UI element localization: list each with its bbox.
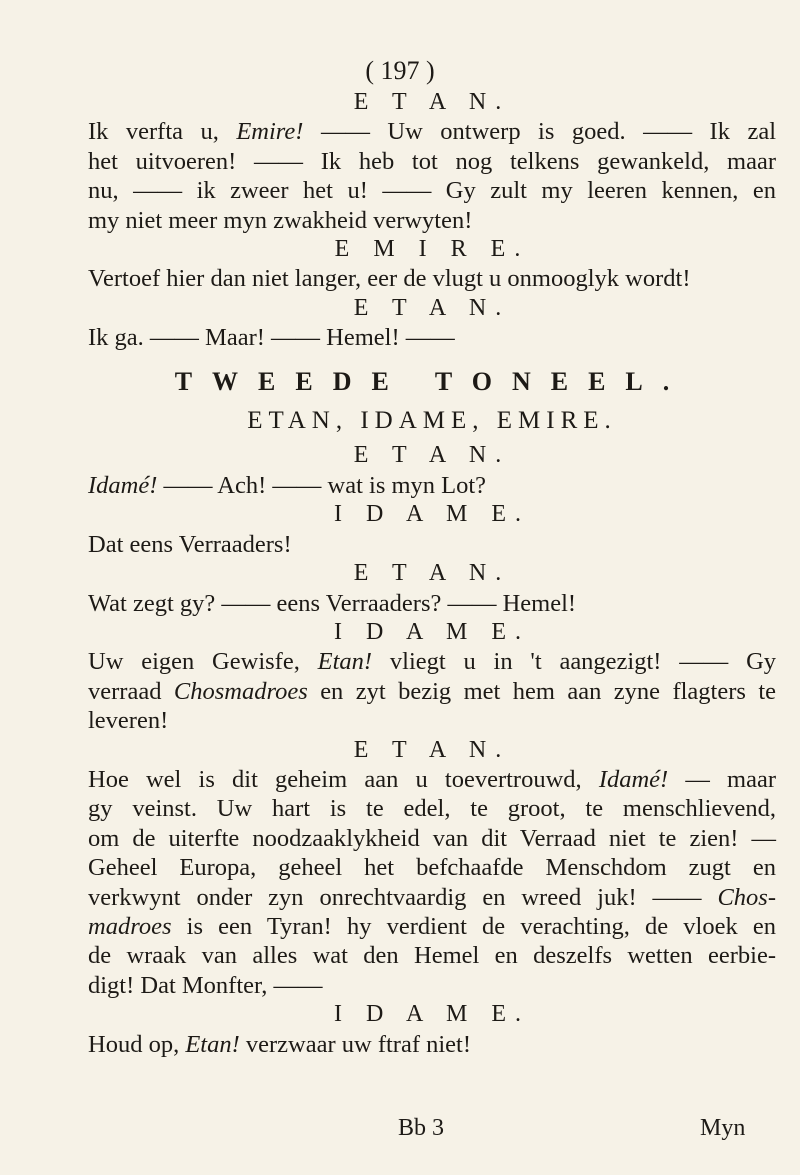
speaker-etan: E T A N. <box>353 560 511 587</box>
speaker-idame: I D A M E. <box>333 618 530 645</box>
speech-etan-1: Ik verfta u, Emire! —— Uw ontwerp is goed. —— Ik zal het uitvoeren! —— Ik heb tot nog telkens gewankeld, maar nu, —— ik zweer het u! —— Gy zult my leeren kennen, en my niet meer myn zwakheid verwyten! <box>88 118 776 234</box>
speech-etan-2: Ik ga. —— Maar! —— Hemel! —— <box>88 324 455 352</box>
play-text <box>88 88 776 1059</box>
speech-emire: Vertoef hier dan niet langer, eer de vlugt u onmooglyk wordt! <box>88 265 691 293</box>
speaker-idame: I D A M E. <box>333 1001 530 1028</box>
speaker-etan: E T A N. <box>353 294 511 321</box>
page-number: ( 197 ) <box>365 56 435 85</box>
speech-etan-3: Idamé! —— Ach! —— wat is myn Lot? <box>88 471 487 499</box>
speaker-etan: E T A N. <box>353 89 511 115</box>
speech-idame-3: Houd op, Etan! verzwaar uw ftraf niet! <box>88 1030 472 1058</box>
scene-heading: TWEEDE TONEEL. <box>174 366 690 396</box>
speaker-emire: E M I R E. <box>334 236 530 263</box>
speaker-etan: E T A N. <box>353 736 511 763</box>
scene-cast: ETAN, IDAME, EMIRE. <box>247 407 617 435</box>
speech-etan-5: Hoe wel is dit geheim aan u toevertrouwd, Idamé! — maar gy veinst. Uw hart is te edel, te groot, te menschlievend, om de uiterfte noodzaaklykheid van dit Verraad niet te zien! — Geheel Europa, geheel het befchaafde Menschdom zugt en verkwynt onder zyn onrechtvaardig en wreed juk! —— Chos- madroes is een Tyran! hy verdient de verachting, de vloek en de wraak van alles wat den Hemel en deszelfs wetten eerbie- digt! Dat Monfter, —— <box>88 765 777 999</box>
speech-etan-4: Wat zegt gy? —— eens Verraaders? —— Hemel! <box>88 589 577 617</box>
speech-idame-1: Dat eens Verraaders! <box>88 530 292 558</box>
speech-idame-2: Uw eigen Gewisfe, Etan! vliegt u in 't aangezigt! —— Gy verraad Chosmadroes en zyt bezig met hem aan zyne flagters te leveren! <box>88 648 777 735</box>
catchword: Myn <box>700 1115 746 1141</box>
speaker-etan: E T A N. <box>353 442 511 469</box>
speaker-idame: I D A M E. <box>333 501 530 528</box>
signature-mark: Bb 3 <box>398 1115 445 1141</box>
